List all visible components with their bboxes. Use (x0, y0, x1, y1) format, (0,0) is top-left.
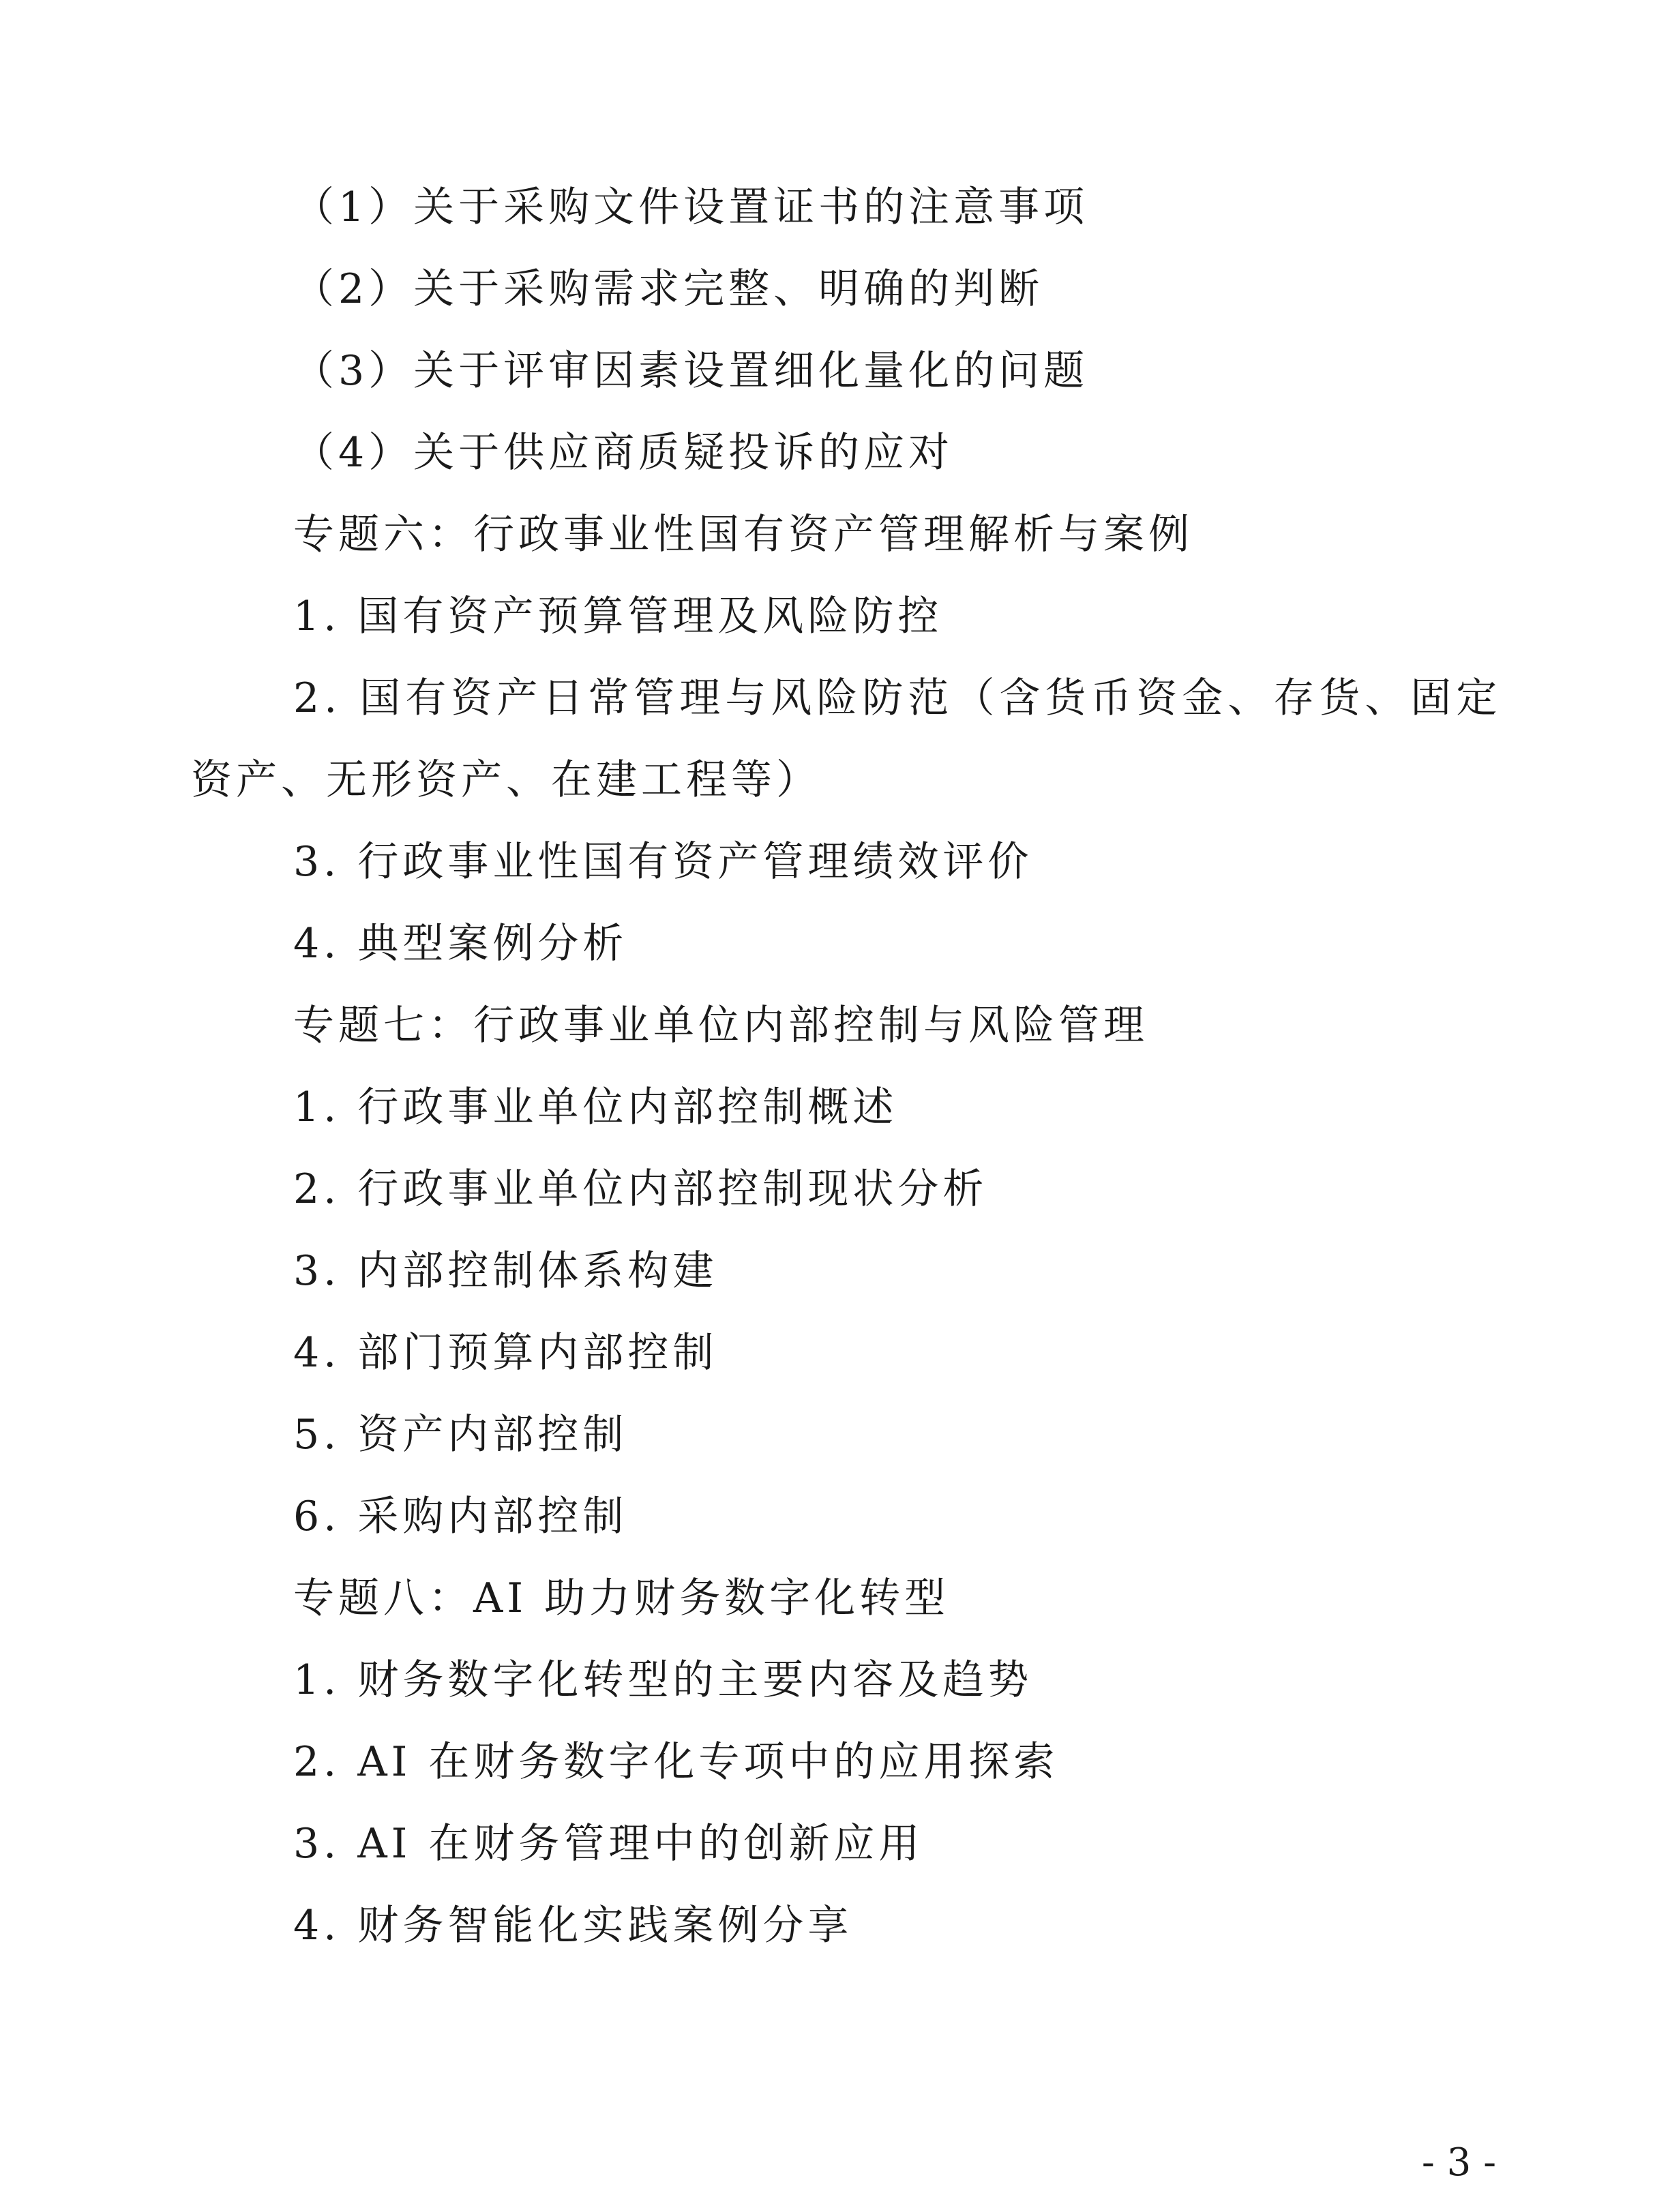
text-line-6: 1. 国有资产预算管理及风险防控 (293, 593, 943, 640)
text-line-13: 2. 行政事业单位内部控制现状分析 (293, 1165, 988, 1213)
text-line-2: （2）关于采购需求完整、明确的判断 (293, 265, 1044, 313)
text-line-8: 资产、无形资产、在建工程等） (191, 756, 821, 804)
page-number: - 3 - (1421, 2140, 1496, 2185)
text-line-20: 2. AI 在财务数字化专项中的应用探索 (293, 1738, 1059, 1786)
text-line-16: 5. 资产内部控制 (293, 1411, 628, 1459)
text-line-19: 1. 财务数字化转型的主要内容及趋势 (293, 1656, 1033, 1704)
text-line-7: 2. 国有资产日常管理与风险防范（含货币资金、存货、固定 (293, 674, 1502, 722)
text-line-17: 6. 采购内部控制 (293, 1493, 628, 1540)
section-heading-6: 专题六：行政事业性国有资产管理解析与案例 (293, 511, 1193, 558)
text-line-3: （3）关于评审因素设置细化量化的问题 (293, 347, 1089, 395)
text-line-14: 3. 内部控制体系构建 (293, 1247, 718, 1295)
text-line-22: 4. 财务智能化实践案例分享 (293, 1902, 853, 1949)
text-line-21: 3. AI 在财务管理中的创新应用 (293, 1820, 924, 1868)
text-line-12: 1. 行政事业单位内部控制概述 (293, 1083, 898, 1131)
text-line-10: 4. 典型案例分析 (293, 920, 628, 968)
section-heading-7: 专题七：行政事业单位内部控制与风险管理 (293, 1002, 1148, 1049)
text-line-15: 4. 部门预算内部控制 (293, 1329, 718, 1377)
section-heading-8: 专题八：AI 助力财务数字化转型 (293, 1574, 950, 1622)
text-line-9: 3. 行政事业性国有资产管理绩效评价 (293, 838, 1033, 886)
text-line-4: （4）关于供应商质疑投诉的应对 (293, 429, 954, 477)
text-line-1: （1）关于采购文件设置证书的注意事项 (293, 183, 1089, 231)
